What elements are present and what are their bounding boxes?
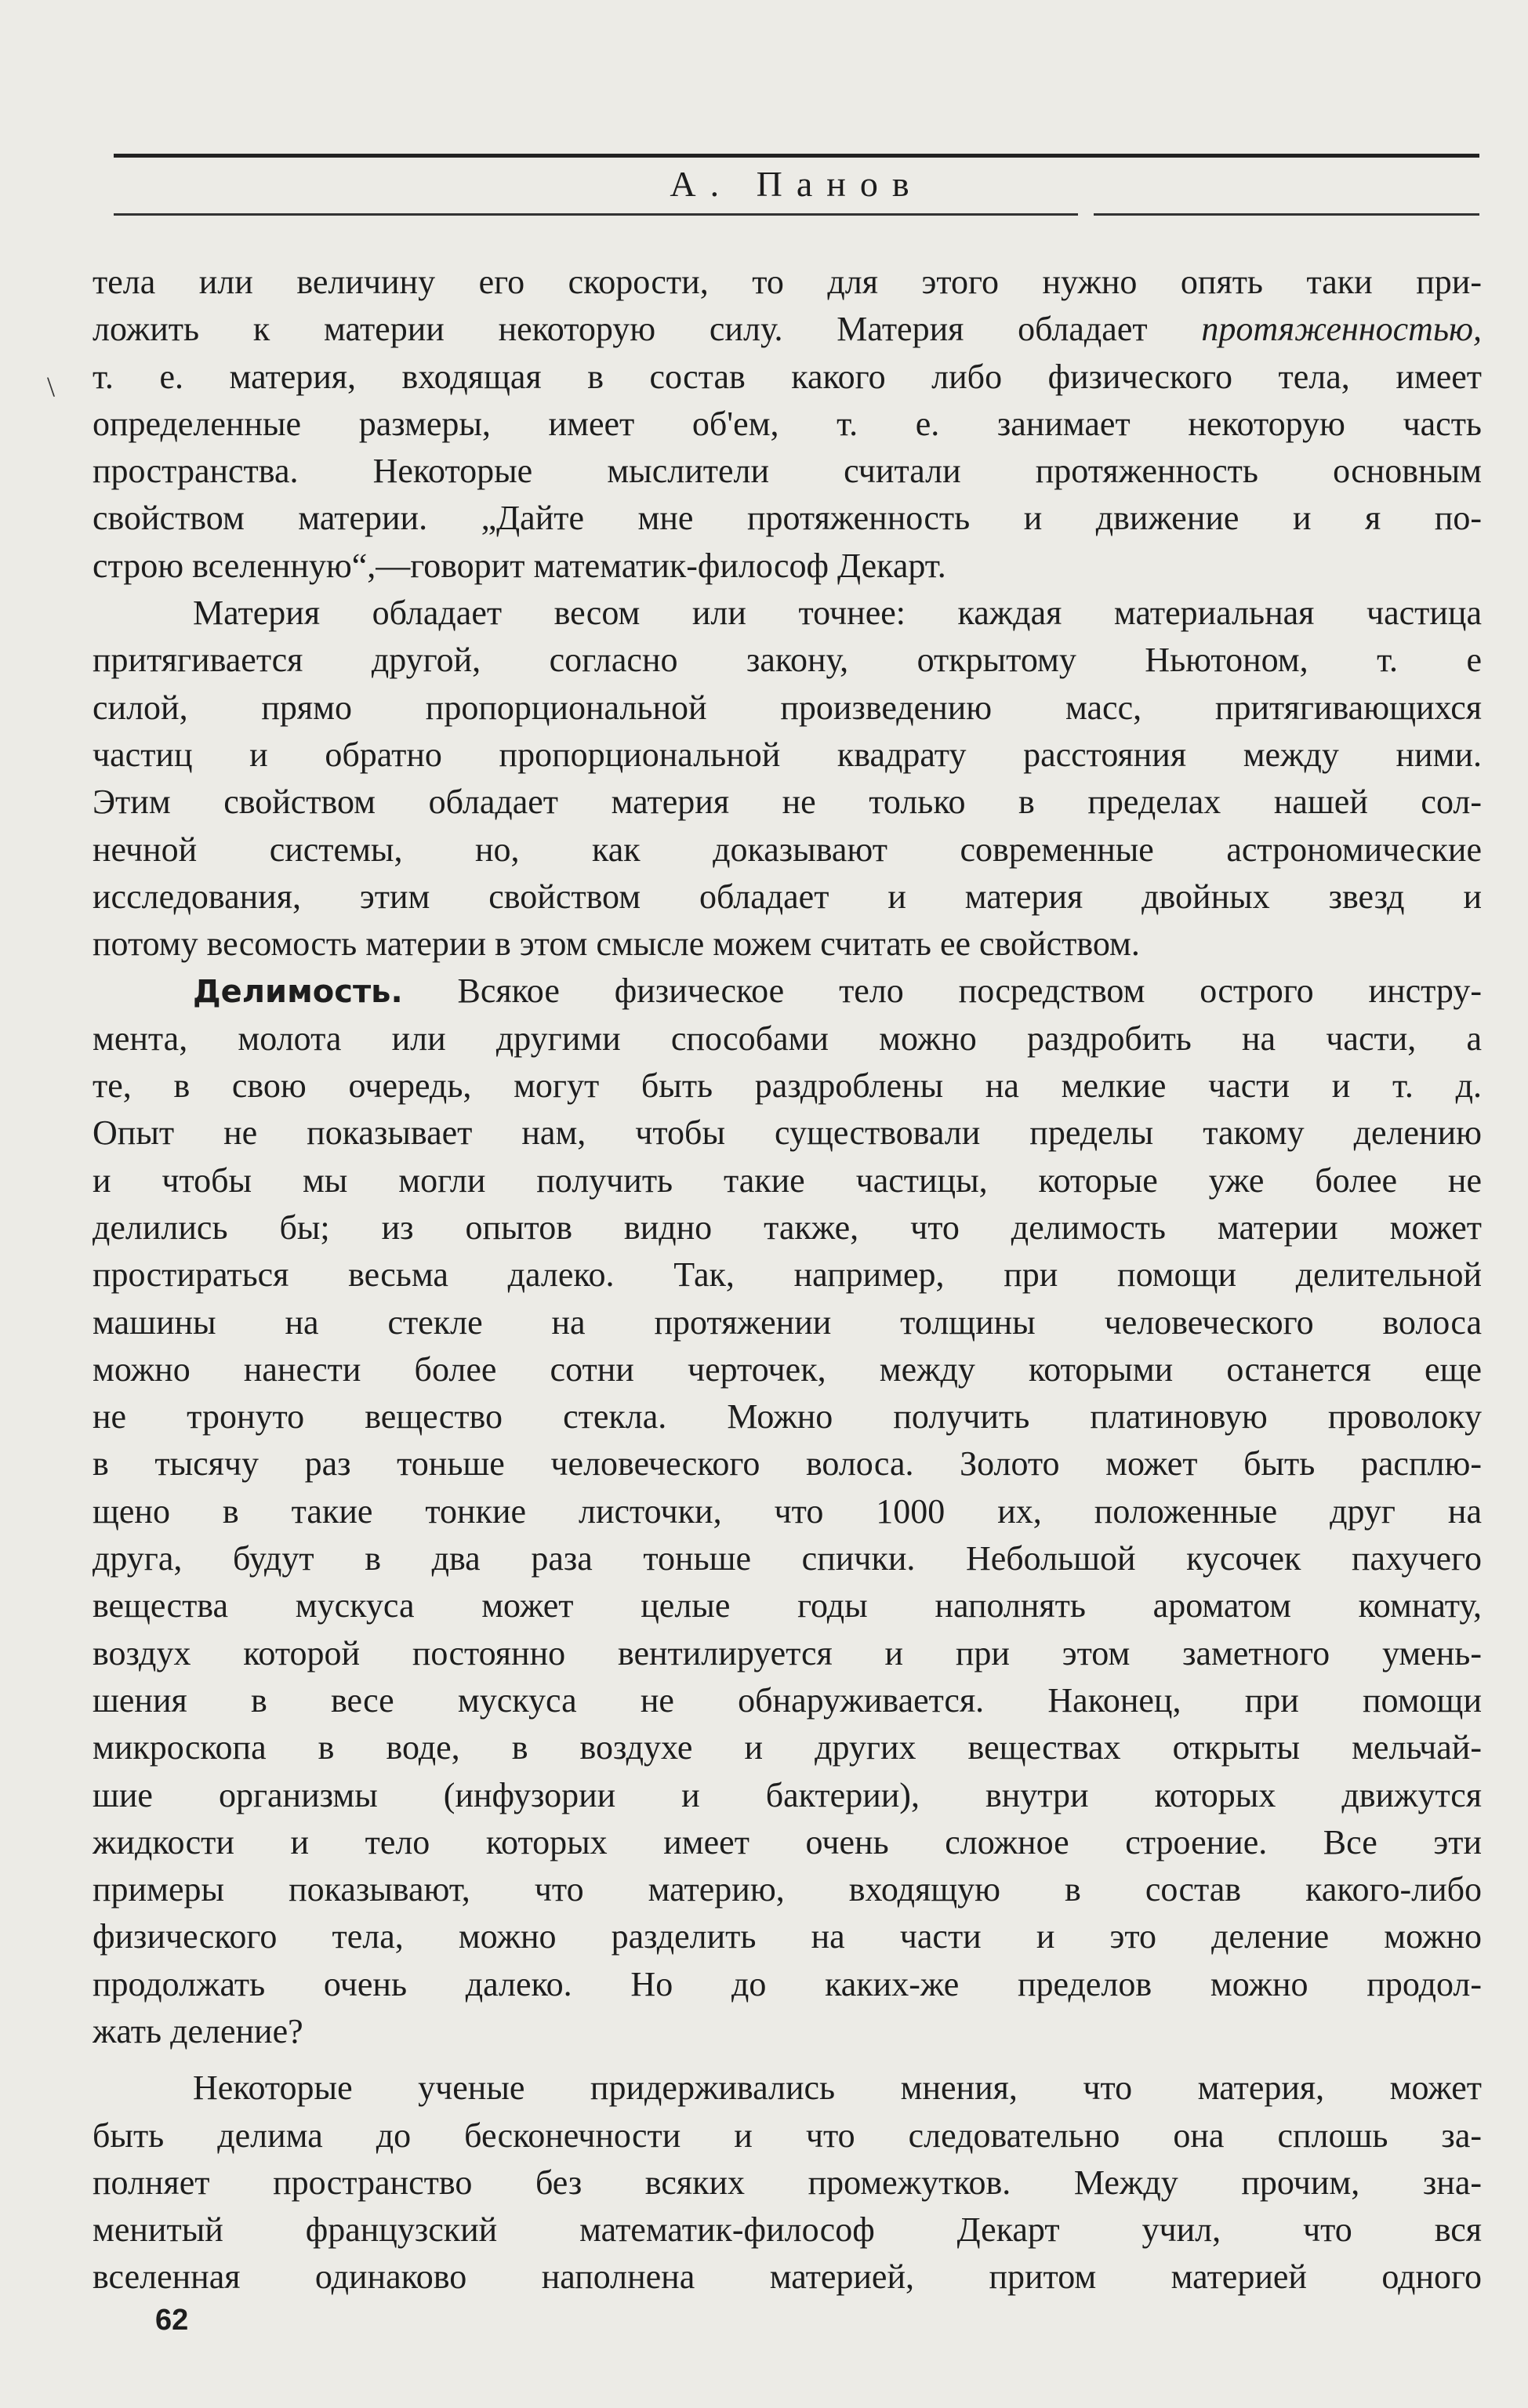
page-number: 62 [155,2304,189,2337]
text-line: мента, молота или другими способами можно раздробить на части, а [93,1019,1482,1058]
text-line: пространства. Некоторые мыслители считали протяженность основным [93,452,1482,491]
italic-term: протяженностью, [1201,310,1482,349]
text-line: и чтобы мы могли получить такие частицы, которые уже более не [93,1160,1482,1200]
text-line: микроскопа в воде, в воздухе и других веществах открыты мельчай- [93,1728,1482,1767]
text-line: воздух которой постоянно вентилируется и при этом заметного умень- [93,1633,1482,1673]
text-line: шения в весе мускуса не обнаруживается. Наконец, при помощи [93,1680,1482,1720]
text-line: не тронуто вещество стекла. Можно получить платиновую проволоку [93,1397,1482,1436]
running-title: А. Панов [670,164,924,204]
text-line: машины на стекле на протяжении толщины человеческого волоса [93,1302,1482,1342]
body-text [93,259,1482,2301]
text-line: те, в свою очередь, могут быть раздроблены на мелкие части и т. д. [93,1066,1482,1106]
text-line: шие организмы (инфузории и бактерии), внутри которых движутся [93,1775,1482,1814]
margin-mark: \ [47,371,56,402]
text-line: Этим свойством обладает материя не только в пределах нашей сол- [93,783,1482,822]
text-run: Всякое физическое тело посредством острого инстру- [402,972,1482,1011]
text-line [93,968,1482,1015]
text-line: щено в такие тонкие листочки, что 1000 их, положенные друг на [93,1491,1482,1531]
text-line: физического тела, можно разделить на части и это деление можно [93,1917,1482,1956]
text-line: жать деление? [93,2011,303,2050]
text-line: вселенная одинаково наполнена материей, притом материей одного [93,2257,1482,2297]
text-line: примеры показывают, что материю, входящую в состав какого-либо [93,1870,1482,1909]
text-line: Некоторые ученые придерживались мнения, что материя, может [193,2068,1482,2108]
text-line: Опыт не показывает нам, чтобы существовали пределы такому делению [93,1113,1482,1153]
paragraph-gap [93,2055,1482,2065]
text-line: нечной системы, но, как доказывают современные астрономические [93,830,1482,869]
text-line: можно нанести более сотни черточек, между которыми останется еще [93,1349,1482,1389]
text-line: менитый французский математик-философ Декарт учил, что вся [93,2210,1482,2250]
header-underline-left [114,213,1078,216]
text-line: простираться весьма далеко. Так, например, при помощи делительной [93,1255,1482,1295]
text-line: частиц и обратно пропорциональной квадрату расстояния между ними. [93,735,1482,774]
text-line: делились бы; из опытов видно также, что делимость материи может [93,1208,1482,1247]
text-line: жидкости и тело которых имеет очень сложное строение. Все эти [93,1822,1482,1861]
section-heading: Делимость. [193,974,403,1011]
text-line: строю вселенную“,—говорит математик-философ Декарт. [93,546,946,585]
text-line: быть делима до бесконечности и что следовательно она сплошь за- [93,2116,1482,2155]
text-line: в тысячу раз тоньше человеческого волоса. Золото может быть расплю- [93,1444,1482,1484]
text-line: свойством материи. „Дайте мне протяженность и движение и я по- [93,499,1482,538]
header-underline-right [1094,213,1479,216]
text-line: друга, будут в два раза тоньше спички. Небольшой кусочек пахучего [93,1539,1482,1578]
text-line: определенные размеры, имеет об'ем, т. е. занимает некоторую часть [93,404,1482,443]
text-line: полняет пространство без всяких промежутков. Между прочим, зна- [93,2163,1482,2202]
text-line: силой, прямо пропорциональной произведению масс, притягивающихся [93,688,1482,727]
text-line: исследования, этим свойством обладает и материя двойных звезд и [93,877,1482,916]
text-line: притягивается другой, согласно закону, открытому Ньютоном, т. е [93,641,1482,680]
text-line [93,306,1482,353]
text-line: потому весомость материи в этом смысле можем считать ее свойством. [93,924,1140,964]
running-header [114,157,1479,216]
text-run: ложить к материи некоторую силу. Материя обладает [93,310,1202,349]
text-line: вещества мускуса может целые годы наполнять ароматом комнату, [93,1586,1482,1625]
text-line: т. е. материя, входящая в состав какого либо физического тела, имеет [93,357,1482,396]
text-line: тела или величину его скорости, то для этого нужно опять таки при- [93,263,1482,301]
text-line: Материя обладает весом или точнее: каждая материальная частица [193,594,1482,633]
text-line: продолжать очень далеко. Но до каких-же пределов можно продол- [93,1964,1482,2003]
